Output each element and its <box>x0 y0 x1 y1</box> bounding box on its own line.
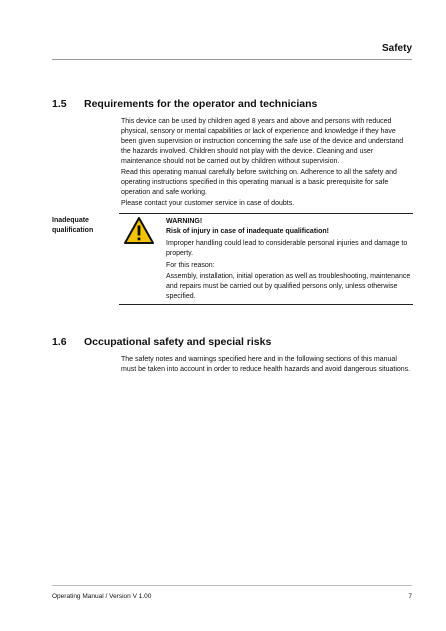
footer-page-number: 7 <box>408 593 412 600</box>
warning-text: Assembly, installation, initial operation as well as troubleshooting, maintenance and repairs must be carried out by qualified persons only, unless otherwise specified. <box>166 273 411 300</box>
warning-box-top-rule <box>119 213 413 214</box>
section-title: Requirements for the operator and technicians <box>84 98 318 110</box>
paragraph: Read this operating manual carefully before switching on. Adherence to all the safety and operating instructions specified in this operating manual is a basic prerequisite for safe operation and safe working. <box>121 169 397 196</box>
header-rule <box>52 59 412 60</box>
footer-rule <box>52 585 412 586</box>
warning-triangle-icon <box>124 217 154 244</box>
running-header-title: Safety <box>381 43 412 54</box>
warning-box-bottom-rule <box>119 304 413 305</box>
warning-text: For this reason: <box>166 262 215 269</box>
paragraph: The safety notes and warnings specified here and in the following sections of this manual must be taken into account in order to reduce health hazards and avoid dangerous situations. <box>121 356 411 373</box>
warning-heading: WARNING! <box>166 218 203 225</box>
section-title: Occupational safety and special risks <box>84 336 272 348</box>
section-number: 1.6 <box>52 336 67 348</box>
warning-subheading: Risk of injury in case of inadequate qualification! <box>166 228 329 235</box>
footer-document-version: Operating Manual / Version V 1.00 <box>52 593 152 600</box>
margin-label: Inadequate qualification <box>52 217 94 234</box>
section-number: 1.5 <box>52 98 67 110</box>
paragraph: This device can be used by children aged 8 years and above and persons with reduced physical, sensory or mental capabilities or lack of experience and knowledge if they have been given supervision or instruction concerning the safe use of the device and understand the hazards involved. Children should not play with the device. Cleaning and user maintenance should not be carried out by children without supervision. <box>121 118 404 165</box>
warning-text: Improper handling could lead to considerable personal injuries and damage to property. <box>166 240 408 257</box>
paragraph: Please contact your customer service in case of doubts. <box>121 200 295 207</box>
